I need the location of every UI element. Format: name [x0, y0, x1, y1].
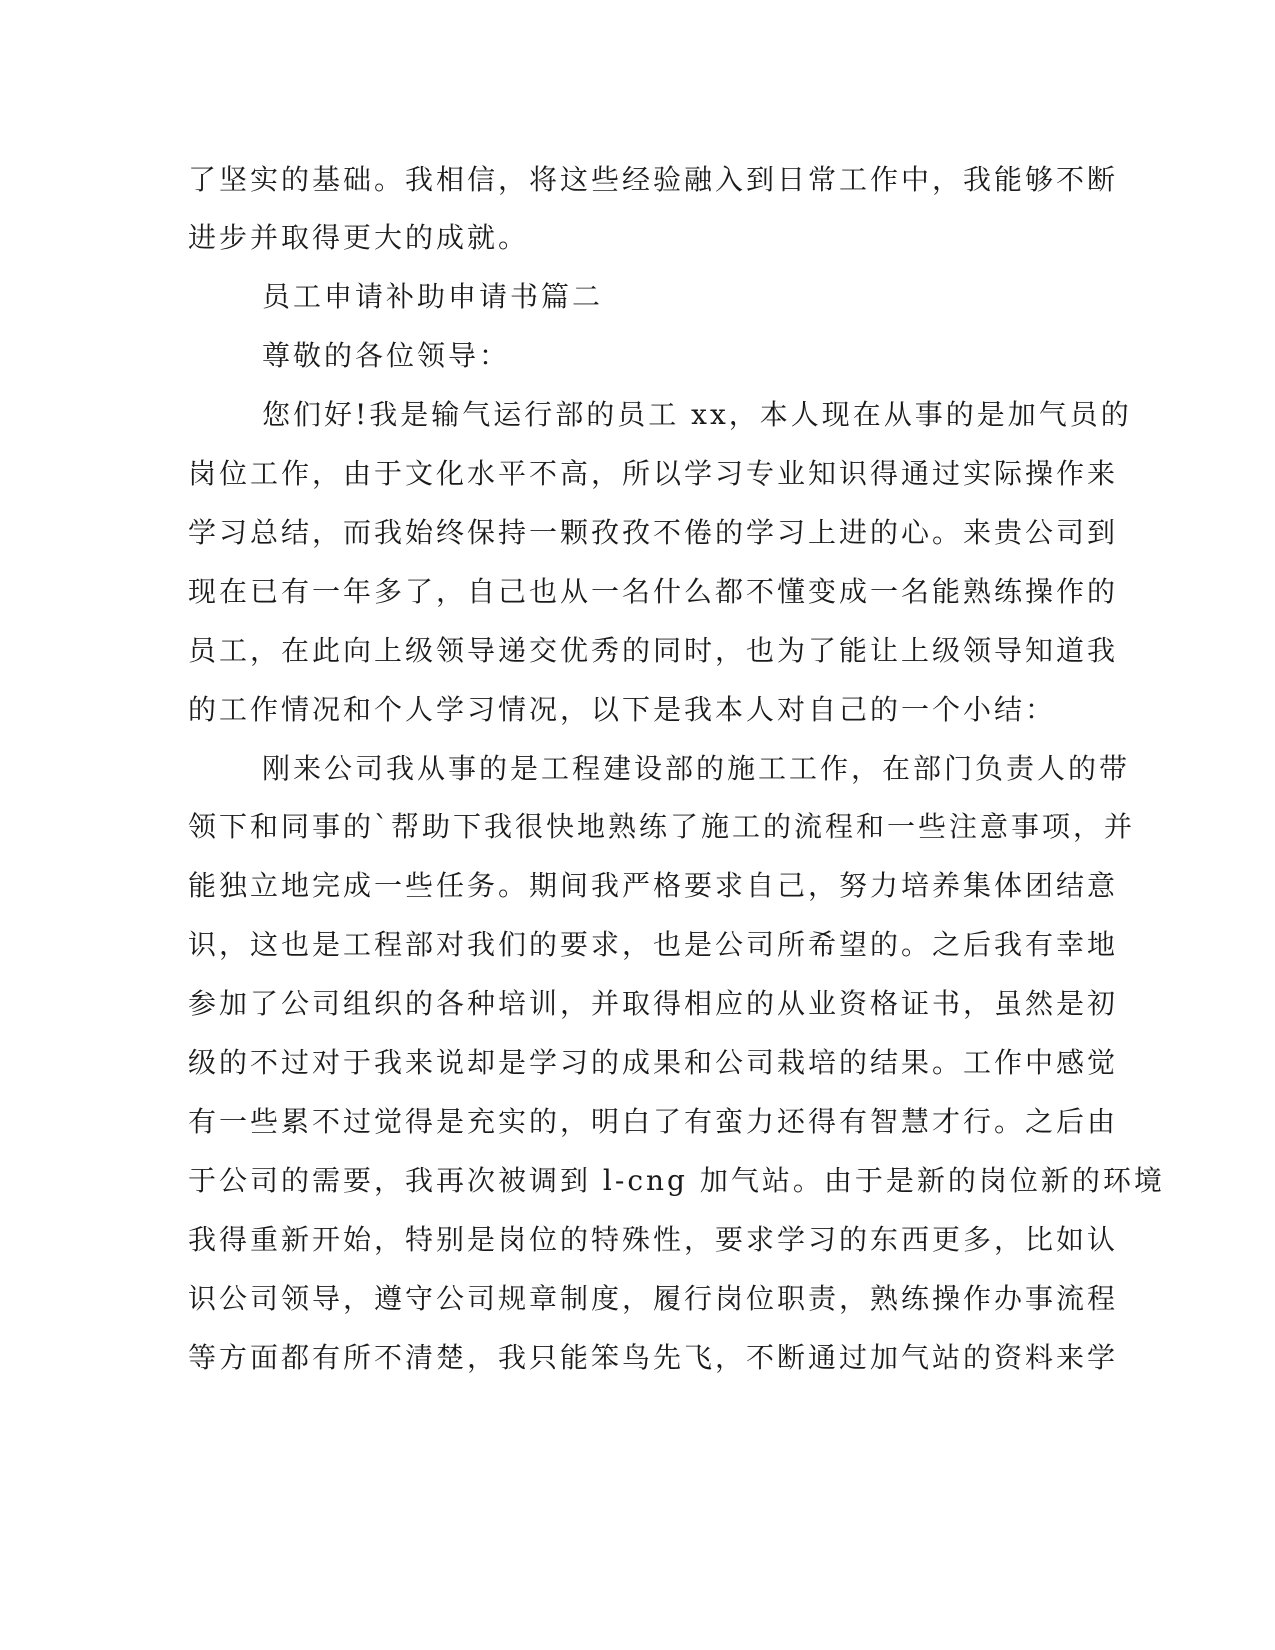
text-line: 领下和同事的`帮助下我很快地熟练了施工的流程和一些注意事项，并 [188, 810, 1136, 843]
text-line: 您们好!我是输气运行部的员工 xx，本人现在从事的是加气员的 [262, 398, 1132, 431]
section-heading: 员工申请补助申请书篇二 [262, 280, 604, 313]
salutation: 尊敬的各位领导： [262, 339, 511, 372]
text-line: 能独立地完成一些任务。期间我严格要求自己，努力培养集体团结意 [188, 869, 1119, 902]
text-line: 员工，在此向上级领导递交优秀的同时，也为了能让上级领导知道我 [188, 634, 1119, 667]
text-line: 有一些累不过觉得是充实的，明白了有蛮力还得有智慧才行。之后由 [188, 1105, 1119, 1138]
text-line: 了坚实的基础。我相信，将这些经验融入到日常工作中，我能够不断 [188, 163, 1119, 196]
text-line: 识公司领导，遵守公司规章制度，履行岗位职责，熟练操作办事流程 [188, 1282, 1119, 1315]
text-line: 等方面都有所不清楚，我只能笨鸟先飞，不断通过加气站的资料来学 [188, 1341, 1119, 1374]
text-line: 进步并取得更大的成就。 [188, 221, 530, 254]
text-line: 学习总结，而我始终保持一颗孜孜不倦的学习上进的心。来贵公司到 [188, 516, 1119, 549]
text-line: 岗位工作，由于文化水平不高，所以学习专业知识得通过实际操作来 [188, 457, 1119, 490]
text-line: 我得重新开始，特别是岗位的特殊性，要求学习的东西更多，比如认 [188, 1223, 1119, 1256]
text-line: 级的不过对于我来说却是学习的成果和公司栽培的结果。工作中感觉 [188, 1046, 1119, 1079]
text-line: 刚来公司我从事的是工程建设部的施工工作，在部门负责人的带 [262, 752, 1131, 785]
text-line: 现在已有一年多了，自己也从一名什么都不懂变成一名能熟练操作的 [188, 575, 1119, 608]
text-line: 识，这也是工程部对我们的要求，也是公司所希望的。之后我有幸地 [188, 928, 1119, 961]
text-line: 的工作情况和个人学习情况，以下是我本人对自己的一个小结： [188, 693, 1057, 726]
text-line: 于公司的需要，我再次被调到 l-cng 加气站。由于是新的岗位新的环境 [188, 1164, 1165, 1197]
text-line: 参加了公司组织的各种培训，并取得相应的从业资格证书，虽然是初 [188, 987, 1119, 1020]
